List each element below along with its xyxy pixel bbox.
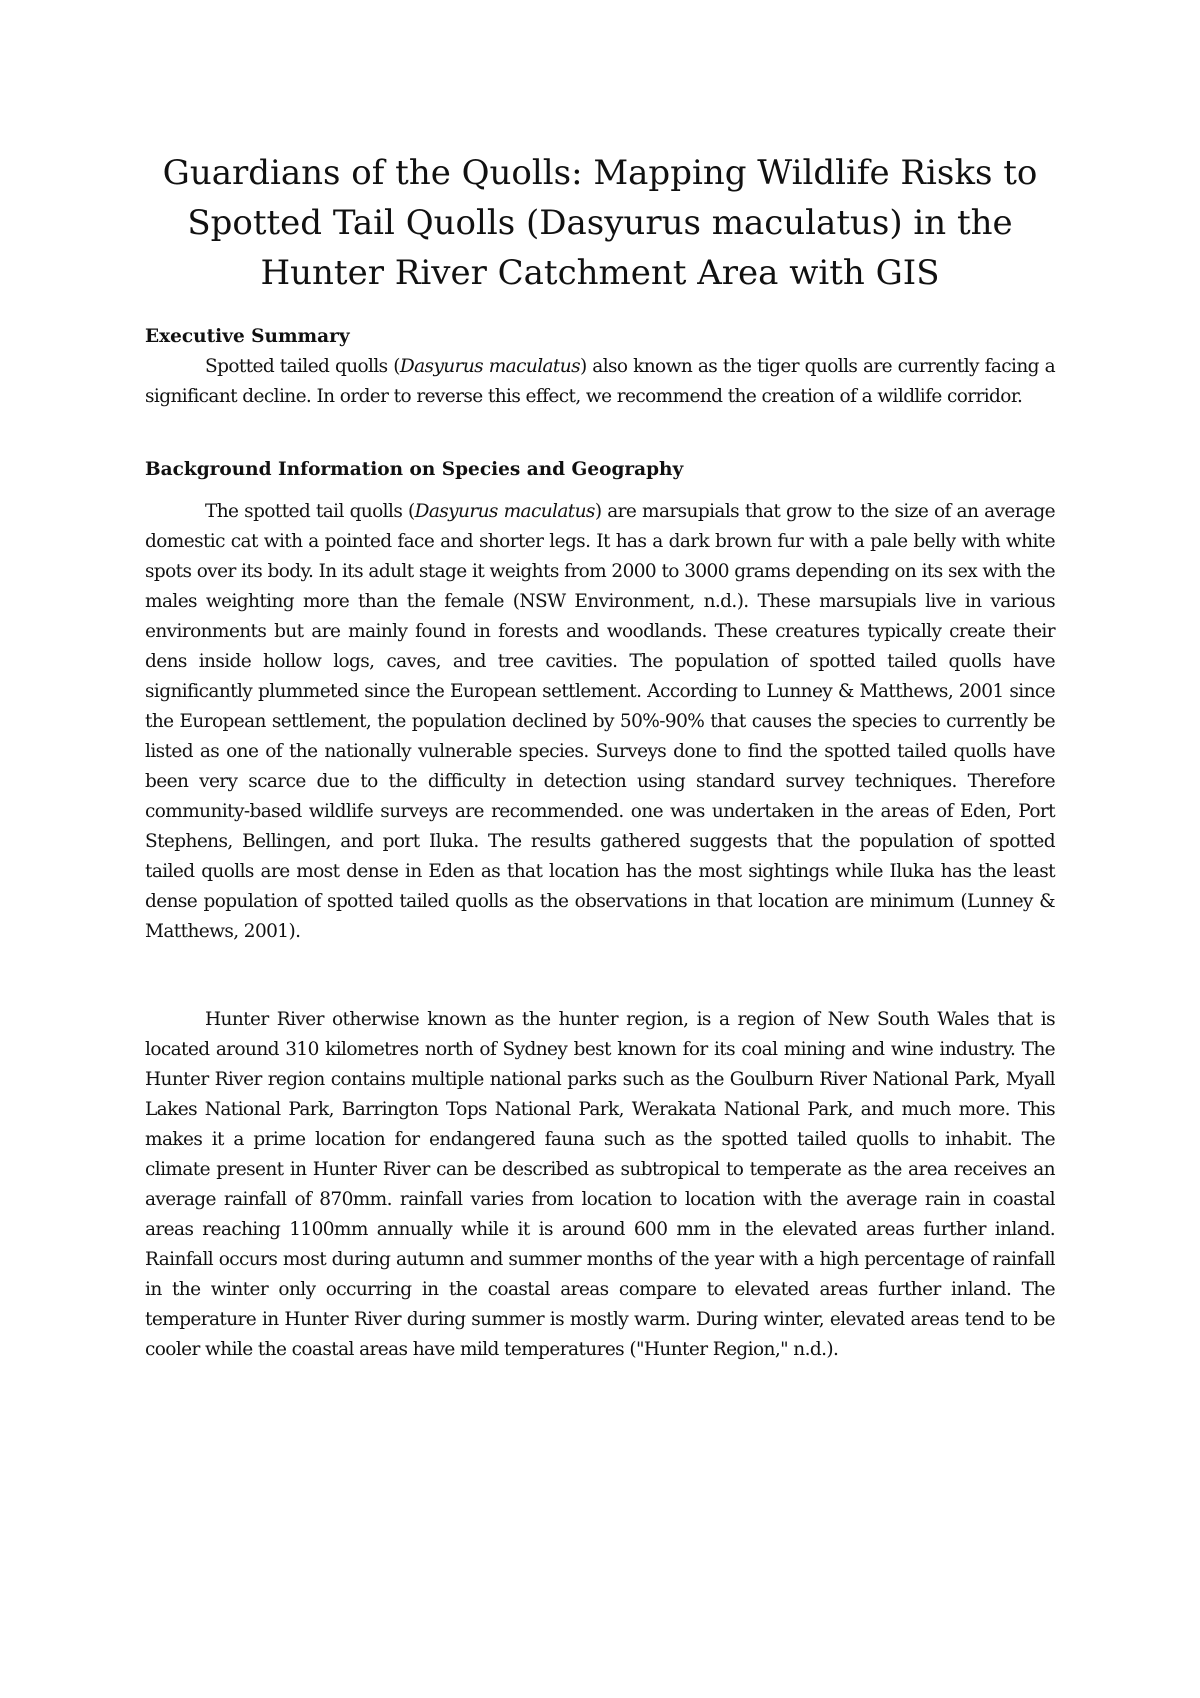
background-paragraph-species — [145, 497, 1055, 947]
bg-p1-before: The spotted tail quolls ( — [205, 501, 415, 522]
exec-text-after: ) also known as the tiger quolls are currently facing a significant decline. In order to reverse this effect, we recommend the creation of a wildlife corridor. — [145, 356, 1055, 407]
background-heading: Background Information on Species and Geography — [145, 459, 684, 480]
bg-p1-species-name: Dasyurus maculatus — [414, 501, 595, 522]
bg-p1-after: ) are marsupials that grow to the size of an average domestic cat with a pointed face and shorter legs. It has a dark brown fur with a pale belly with white spots over its body. In its adult stage it weights from 2000 to 3000 grams depending on its sex with the males weighting more than the female (NSW Environment, n.d.). These marsupials live in various environments but are mainly found in forests and woodlands. These creatures typically create their dens inside hollow logs, caves, and tree cavities. The population of spotted tailed quolls have significantly plummeted since the European settlement. According to Lunney & Matthews, 2001 since the European settlement, the population declined by 50%-90% that causes the species to currently be listed as one of the nationally vulnerable species. Surveys done to find the spotted tailed quolls have been very scarce due to the difficulty in detection using standard survey techniques. Therefore community-based wildlife surveys are recommended. one was undertaken in the areas of Eden, Port Stephens, Bellingen, and port Iluka. The results gathered suggests that the population of spotted tailed quolls are most dense in Eden as that location has the most sightings while Iluka has the least dense population of spotted tailed quolls as the observations in that location are minimum (Lunney & Matthews, 2001). — [145, 501, 1055, 942]
document-title: Guardians of the Quolls: Mapping Wildlife Risks to Spotted Tail Quolls (Dasyurus maculatus) in the Hunter River Catchment Area with GIS — [162, 153, 1038, 293]
executive-summary-heading: Executive Summary — [145, 326, 350, 347]
document-page — [145, 148, 1055, 1365]
executive-summary-paragraph — [145, 352, 1055, 412]
exec-species-name: Dasyurus maculatus — [399, 356, 580, 377]
exec-text-before: Spotted tailed quolls ( — [205, 356, 400, 377]
background-paragraph-geography: Hunter River otherwise known as the hunter region, is a region of New South Wales that is located around 310 kilometres north of Sydney best known for its coal mining and wine industry. The Hunter River region contains multiple national parks such as the Goulburn River National Park, Myall Lakes National Park, Barrington Tops National Park, Werakata National Park, and much more. This makes it a prime location for endangered fauna such as the spotted tailed quolls to inhabit. The climate present in Hunter River can be described as subtropical to temperate as the area receives an average rainfall of 870mm. rainfall varies from location to location with the average rain in coastal areas reaching 1100mm annually while it is around 600 mm in the elevated areas further inland. Rainfall occurs most during autumn and summer months of the year with a high percentage of rainfall in the winter only occurring in the coastal areas compare to elevated areas further inland. The temperature in Hunter River during summer is mostly warm. During winter, elevated areas tend to be cooler while the coastal areas have mild temperatures ("Hunter Region," n.d.). — [145, 1009, 1055, 1360]
